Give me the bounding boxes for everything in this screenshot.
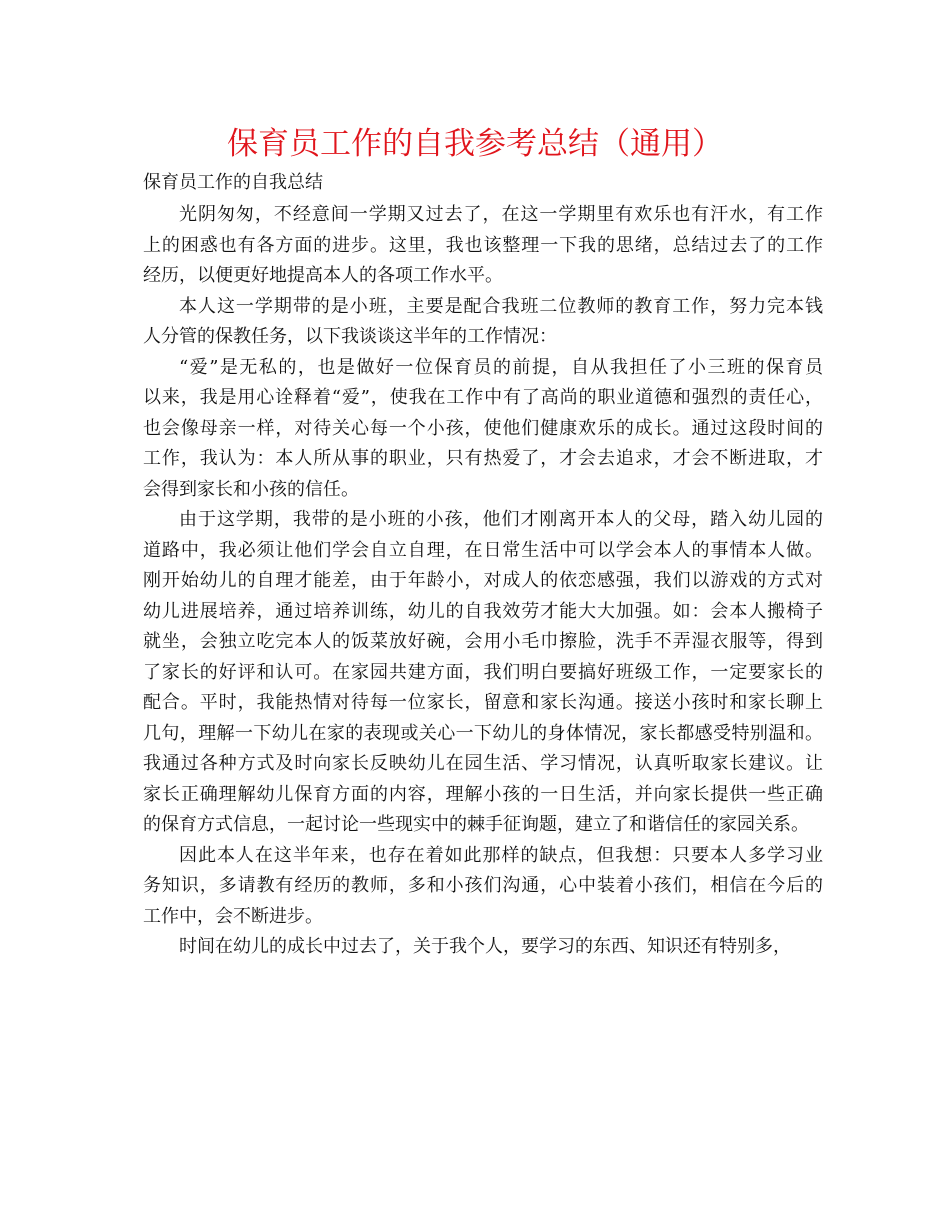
paragraph-line: 时间在幼儿的成长中过去了，关于我个人，要学习的东西、知识还有特别多，	[179, 936, 791, 957]
paragraph-line: 几句，理解一下幼儿在家的表现或关心一下幼儿的身体情况，家长都感受特别温和。	[143, 722, 823, 744]
paragraph-line: 道路中，我必须让他们学会自立自理，在日常生活中可以学会本人的事情本人做。	[143, 539, 823, 561]
document-title: 保育员工作的自我参考总结（通用）	[227, 126, 723, 162]
paragraph-line: 的保育方式信息，一起讨论一些现实中的棘手征询题，建立了和谐信任的家园关系。	[143, 814, 809, 835]
body-paragraph	[143, 505, 823, 841]
paragraph-line: 刚开始幼儿的自理才能差，由于年龄小，对成人的依恋感强，我们以游戏的方式对	[143, 570, 823, 591]
paragraph-line: 因此本人在这半年来，也存在着如此那样的缺点，但我想：只要本人多学习业	[179, 844, 823, 866]
document-subtitle: 保育员工作的自我总结	[143, 172, 323, 193]
paragraph-line: 上的困惑也有各方面的进步。这里，我也该整理一下我的思绪，总结过去了的工作	[143, 234, 823, 256]
paragraph-line: 家长正确理解幼儿保育方面的内容，理解小孩的一日生活，并向家长提供一些正确	[143, 783, 823, 805]
paragraph-line: 会得到家长和小孩的信任。	[143, 478, 359, 500]
body-paragraph	[143, 353, 823, 506]
paragraph-line: 也会像母亲一样，对待关心每一个小孩，使他们健康欢乐的成长。通过这段时间的	[143, 417, 823, 439]
paragraph-line: 光阴匆匆，不经意间一学期又过去了，在这一学期里有欢乐也有汗水，有工作	[179, 204, 823, 225]
paragraph-line: “爱”是无私的，也是做好一位保育员的前提，自从我担任了小三班的保育员	[179, 356, 823, 378]
paragraph-line: 本人这一学期带的是小班，主要是配合我班二位教师的教育工作，努力完本钱	[179, 295, 823, 317]
body-paragraph	[143, 292, 823, 353]
body-paragraph	[143, 932, 823, 963]
body-paragraph	[143, 200, 823, 292]
body-paragraph	[143, 841, 823, 933]
paragraph-line: 经历，以便更好地提高本人的各项工作水平。	[143, 265, 503, 286]
document-body	[143, 200, 823, 963]
paragraph-line: 以来，我是用心诠释着“爱”，使我在工作中有了高尚的职业道德和强烈的责任心，	[143, 387, 823, 408]
paragraph-line: 工作中，会不断进步。	[143, 905, 323, 927]
paragraph-line: 幼儿进展培养，通过培养训练，幼儿的自我效劳才能大大加强。如：会本人搬椅子	[143, 600, 823, 622]
paragraph-line: 由于这学期，我带的是小班的小孩，他们才刚离开本人的父母，踏入幼儿园的	[179, 509, 823, 530]
paragraph-line: 我通过各种方式及时向家长反映幼儿在园生活、学习情况，认真听取家长建议。让	[143, 753, 823, 774]
paragraph-line: 工作，我认为：本人所从事的职业，只有热爱了，才会去追求，才会不断进取，才	[143, 448, 823, 469]
paragraph-line: 配合。平时，我能热情对待每一位家长，留意和家长沟通。接送小孩时和家长聊上	[143, 692, 823, 713]
paragraph-line: 务知识，多请教有经历的教师，多和小孩们沟通，心中装着小孩们，相信在今后的	[143, 875, 823, 896]
paragraph-line: 就坐，会独立吃完本人的饭菜放好碗，会用小毛巾擦脸，洗手不弄湿衣服等，得到	[143, 631, 823, 652]
paragraph-line: 人分管的保教任务，以下我谈谈这半年的工作情况：	[143, 326, 557, 347]
paragraph-line: 了家长的好评和认可。在家园共建方面，我们明白要搞好班级工作，一定要家长的	[143, 661, 823, 683]
